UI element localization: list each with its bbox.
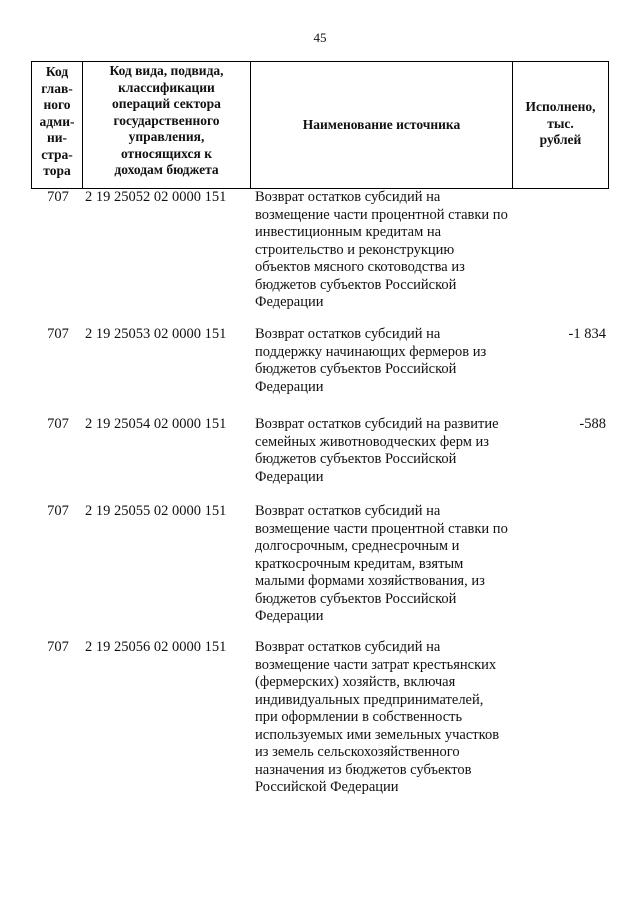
admin-code-cell: 707 — [47, 326, 69, 342]
table-row — [31, 326, 609, 416]
header-source-name: Наименование источника — [251, 62, 513, 188]
executed-cell — [513, 639, 609, 797]
source-name-cell: Возврат остатков субсидий на возмещение части затрат крестьянских (фермерских) хозяйств, включая индивидуальных предпринимателей, при оформлении в собственность используемых ими земельных участков из земель сельскохозяйственного назначения из бюджетов субъектов Российской Федерации — [255, 639, 500, 795]
source-name-cell: Возврат остатков субсидий на развитие семейных животноводческих ферм из бюджетов субъектов Российской Федерации — [255, 416, 499, 485]
admin-code-cell: 707 — [47, 503, 69, 519]
classification-code-cell: 2 19 25056 02 0000 151 — [85, 639, 227, 655]
executed-cell — [513, 503, 609, 639]
budget-table — [31, 61, 609, 797]
page-number: 45 — [313, 30, 327, 45]
executed-cell — [513, 189, 609, 326]
admin-code-cell: 707 — [47, 639, 69, 655]
header-executed: Исполнено, тыс. рублей — [513, 62, 609, 188]
classification-code-cell: 2 19 25052 02 0000 151 — [85, 189, 227, 205]
table-row — [31, 189, 609, 326]
table-body — [31, 189, 609, 797]
classification-code-cell: 2 19 25055 02 0000 151 — [85, 503, 227, 519]
table-header — [31, 61, 609, 189]
source-name-cell: Возврат остатков субсидий на возмещение части процентной ставки по инвестиционным кредитам на строительство и реконструкцию объектов мясного скотоводства из бюджетов субъектов Российской Федерации — [255, 189, 508, 310]
header-classification-code: Код вида, подвида, классификации операций сектора государственного управления, относящихся к доходам бюджета — [83, 62, 251, 188]
admin-code-cell: 707 — [47, 189, 69, 205]
header-admin-code: Код глав- ного адми- ни- стра- тора — [31, 62, 83, 188]
admin-code-cell: 707 — [47, 416, 69, 432]
source-name-cell: Возврат остатков субсидий на поддержку начинающих фермеров из бюджетов субъектов Российской Федерации — [255, 326, 487, 395]
table-row — [31, 503, 609, 639]
executed-cell: -588 — [579, 416, 606, 432]
executed-cell: -1 834 — [568, 326, 606, 342]
source-name-cell: Возврат остатков субсидий на возмещение части процентной ставки по долгосрочным, среднесрочным и краткосрочным кредитам, взятым малыми формами хозяйствования, из бюджетов субъектов Российской Федерации — [255, 503, 508, 624]
table-row — [31, 639, 609, 797]
classification-code-cell: 2 19 25053 02 0000 151 — [85, 326, 227, 342]
table-row — [31, 416, 609, 503]
classification-code-cell: 2 19 25054 02 0000 151 — [85, 416, 227, 432]
